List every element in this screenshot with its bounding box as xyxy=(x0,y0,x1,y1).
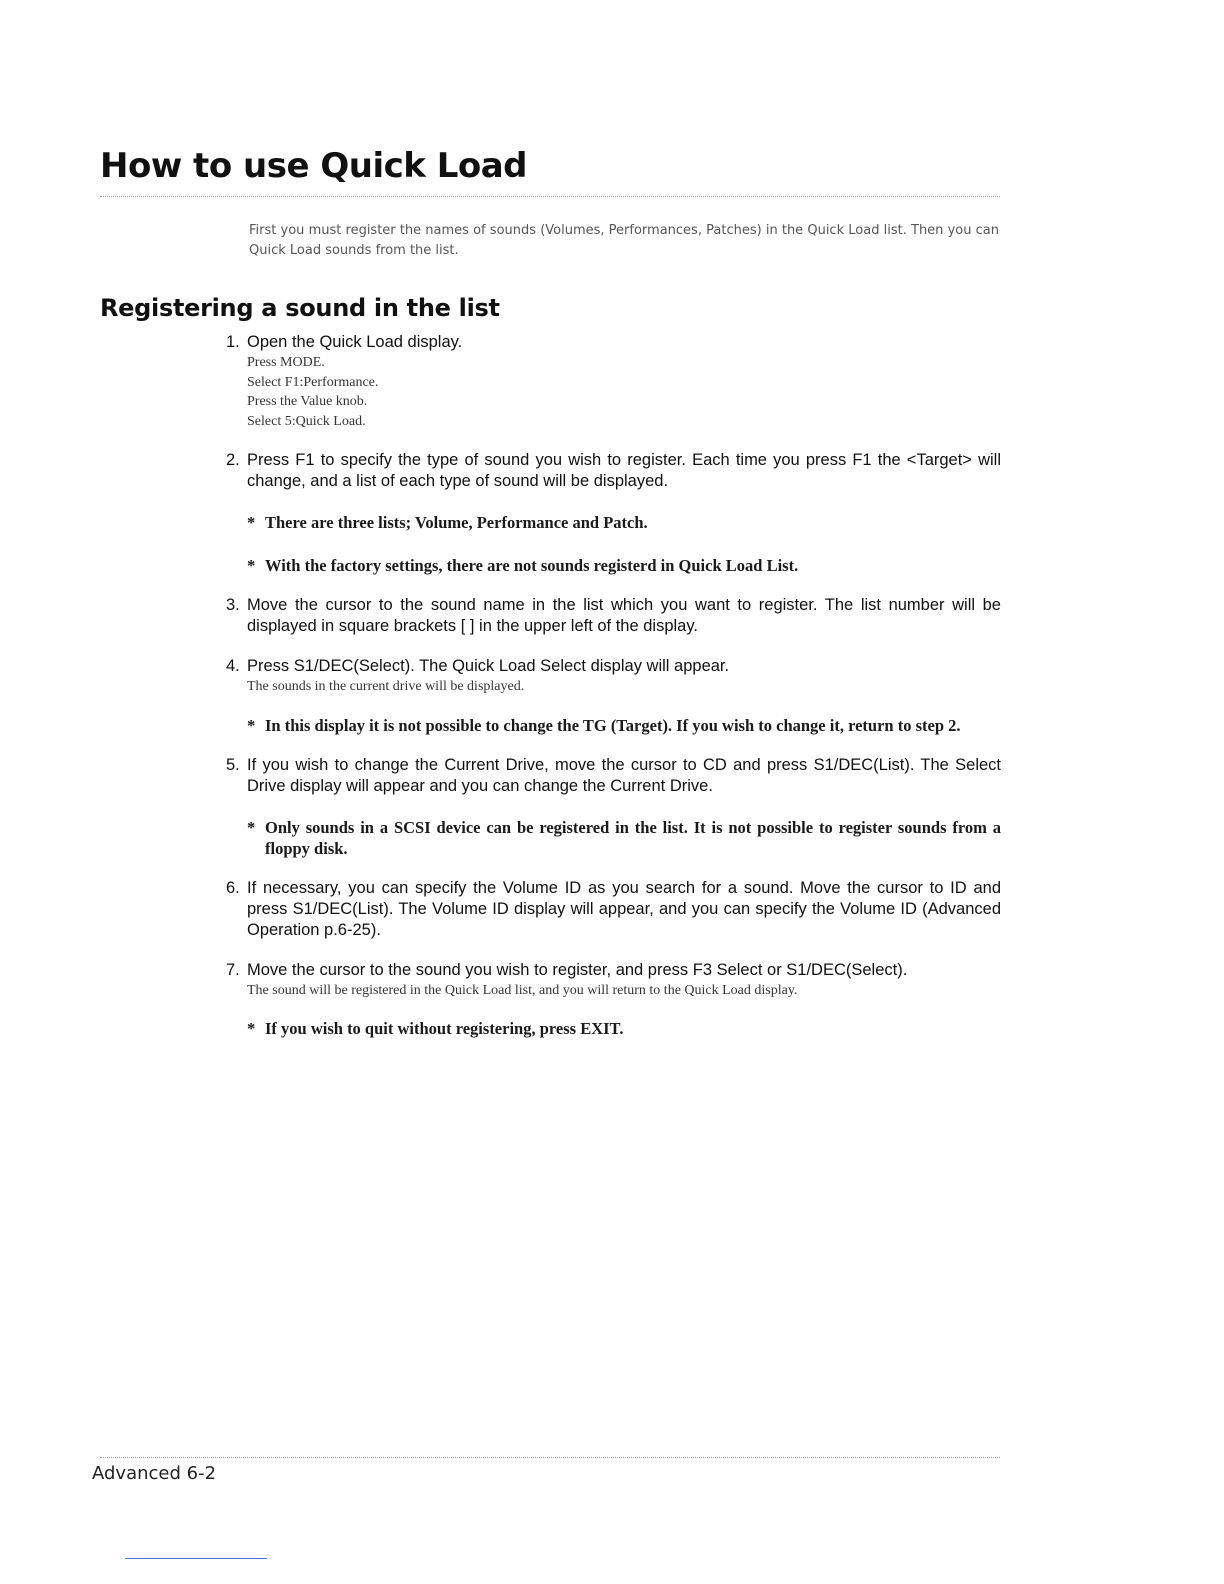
step-substep: Press the Value knob. xyxy=(247,394,368,409)
step-number: 4. xyxy=(226,657,240,675)
step-note: * Only sounds in a SCSI device can be registered in the list. It is not possible to register sounds from a floppy disk. xyxy=(247,817,1001,858)
page-footer: Advanced 6-2 xyxy=(92,1463,217,1484)
intro-paragraph: First you must register the names of sounds (Volumes, Performances, Patches) in the Quick Load list. Then you can Quick Load sounds from the list. xyxy=(249,223,999,258)
step-substep: The sounds in the current drive will be displayed. xyxy=(247,679,525,694)
step-text: If you wish to change the Current Drive, move the cursor to CD and press S1/DEC(List). The Select Drive display will appear and you can change the Current Drive. xyxy=(247,755,1001,795)
step-text: Open the Quick Load display. xyxy=(247,333,463,351)
step-text: Move the cursor to the sound you wish to register, and press F3 Select or S1/DEC(Select). xyxy=(247,960,908,979)
step-7 xyxy=(226,960,1001,1040)
footer-divider xyxy=(100,1457,1000,1458)
step-text: Press F1 to specify the type of sound you wish to register. Each time you press F1 the <Target> will change, and a list of each type of sound will be displayed. xyxy=(247,451,1001,490)
step-number: 1. xyxy=(226,333,240,351)
step-3 xyxy=(226,595,1001,637)
step-note: * If you wish to quit without registering, press EXIT. xyxy=(247,1019,624,1038)
step-4 xyxy=(226,656,1001,736)
title-divider xyxy=(100,196,1000,197)
step-substep: Select 5:Quick Load. xyxy=(247,413,366,429)
step-2 xyxy=(226,450,1001,576)
step-1 xyxy=(226,332,1001,431)
step-note: * In this display it is not possible to change the TG (Target). If you wish to change it, return to step 2. xyxy=(247,715,961,735)
step-note: * There are three lists; Volume, Performance and Patch. xyxy=(247,513,648,532)
bottom-accent-line xyxy=(125,1558,267,1559)
asterisk-icon: * xyxy=(247,817,256,837)
page-title: How to use Quick Load xyxy=(100,146,528,186)
asterisk-icon: * xyxy=(247,715,256,735)
step-substep: Select F1:Performance. xyxy=(247,374,379,390)
step-number: 2. xyxy=(226,451,240,469)
step-number: 7. xyxy=(226,960,240,979)
step-number: 6. xyxy=(226,878,240,897)
section-title: Registering a sound in the list xyxy=(100,294,500,322)
asterisk-icon: * xyxy=(247,556,256,575)
step-number: 3. xyxy=(226,596,240,614)
step-text: Press S1/DEC(Select). The Quick Load Select display will appear. xyxy=(247,657,730,675)
step-5 xyxy=(226,755,1001,859)
step-6 xyxy=(226,878,1001,941)
step-number: 5. xyxy=(226,755,240,774)
step-note: * With the factory settings, there are not sounds registerd in Quick Load List. xyxy=(247,556,799,575)
asterisk-icon: * xyxy=(247,513,256,532)
step-list xyxy=(226,332,1001,1039)
step-substep: The sound will be registered in the Quick Load list, and you will return to the Quick Load display. xyxy=(247,982,798,998)
step-text: Move the cursor to the sound name in the list which you want to register. The list number will be displayed in square brackets [ ] in the upper left of the display. xyxy=(247,596,1001,635)
step-text: If necessary, you can specify the Volume ID as you search for a sound. Move the cursor to ID and press S1/DEC(List). The Volume ID display will appear, and you can specify the Volume ID (Advanced Operation p.6-25). xyxy=(247,878,1001,939)
step-substep: Press MODE. xyxy=(247,355,325,370)
asterisk-icon: * xyxy=(247,1019,256,1038)
